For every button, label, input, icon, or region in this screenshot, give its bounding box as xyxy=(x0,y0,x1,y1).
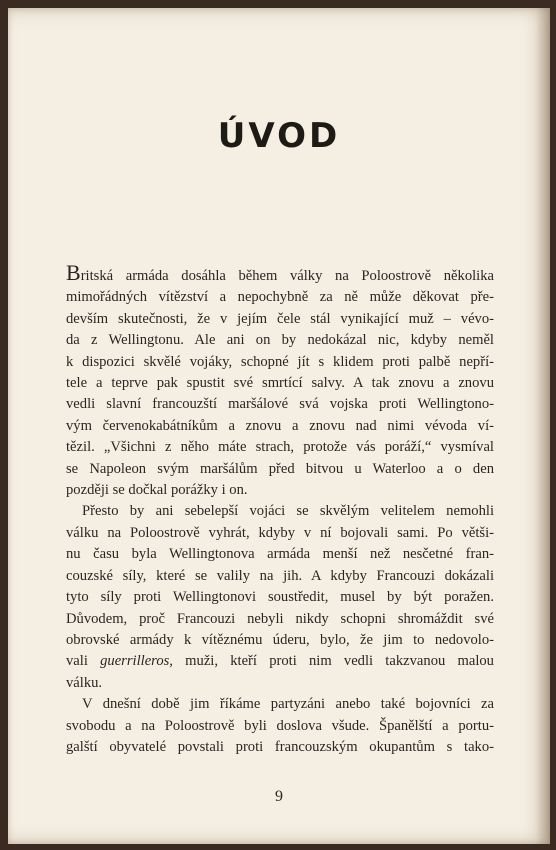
text-line: devším skutečnosti, že v jejím čele stál vynikající muž – vévo- xyxy=(66,310,494,327)
text-line: galští obyvatelé povstali proti francouzským okupantům s tako- xyxy=(66,738,494,755)
text-line: Britská armáda dosáhla během války na Poloostrově několika xyxy=(66,260,494,285)
text-line: vali guerrilleros, muži, kteří proti nim vedli takzvanou malou xyxy=(66,653,494,670)
text-line: vým červenokabátníkům a znovu a znovu nad nimi vévoda ví- xyxy=(66,417,494,434)
text-line: Důvodem, proč Francouzi nebyli nikdy schopni shromáždit své xyxy=(66,610,494,627)
text-line: obrovské armády k vítěznému úderu, bylo, že jim to nedovolo- xyxy=(66,631,494,648)
text-line: da z Wellingtonu. Ale ani on by nedokázal nic, kdyby neměl xyxy=(66,332,494,349)
text-line: Přesto by ani sebelepší vojáci se skvělým velitelem nemohli xyxy=(82,503,494,520)
text-line: vedli slavní francouzští maršálové svá vojska proti Wellingtono- xyxy=(66,396,494,413)
text-line: k dispozici skvělé vojáky, schopné jít s klidem proti palbě nepří- xyxy=(66,353,494,370)
text-line: se Napoleon svým maršálům před bitvou u Waterloo a o den xyxy=(66,460,494,477)
text-line: tězil. „Všichni z něho máte strach, protože vás poráží,“ vysmíval xyxy=(66,439,494,456)
page-number: 9 xyxy=(275,788,283,805)
text-line: tele a teprve pak spustit své smrtící salvy. A tak znovu a znovu xyxy=(66,375,494,392)
italic-term: guerrilleros xyxy=(100,653,170,670)
text-line: nu času byla Wellingtonova armáda menší než nesčetné fran- xyxy=(66,546,494,563)
text-line: V dnešní době jim říkáme partyzáni anebo také bojovníci za xyxy=(82,696,494,713)
text-line: tyto síly proti Wellingtonovi soustředit, musel by být poražen. xyxy=(66,589,494,606)
chapter-title: ÚVOD xyxy=(217,116,341,156)
drop-cap: B xyxy=(66,260,81,285)
body-text xyxy=(66,260,494,758)
text-line: mimořádných vítězství a nepochybně za ně může děkovat pře- xyxy=(66,289,494,306)
text-line: válku. xyxy=(66,674,103,691)
text-line: válku na Poloostrově vyhrát, kdyby v ní bojovali sami. Po větši- xyxy=(66,524,494,541)
text-line: později se dočkal porážky i on. xyxy=(66,482,248,499)
book-page xyxy=(8,8,550,844)
text-line: couzské síly, které se valily na jih. A kdyby Francouzi dokázali xyxy=(66,567,494,584)
text-line: svobodu a na Poloostrově byli doslova všude. Španělští a portu- xyxy=(66,717,494,734)
